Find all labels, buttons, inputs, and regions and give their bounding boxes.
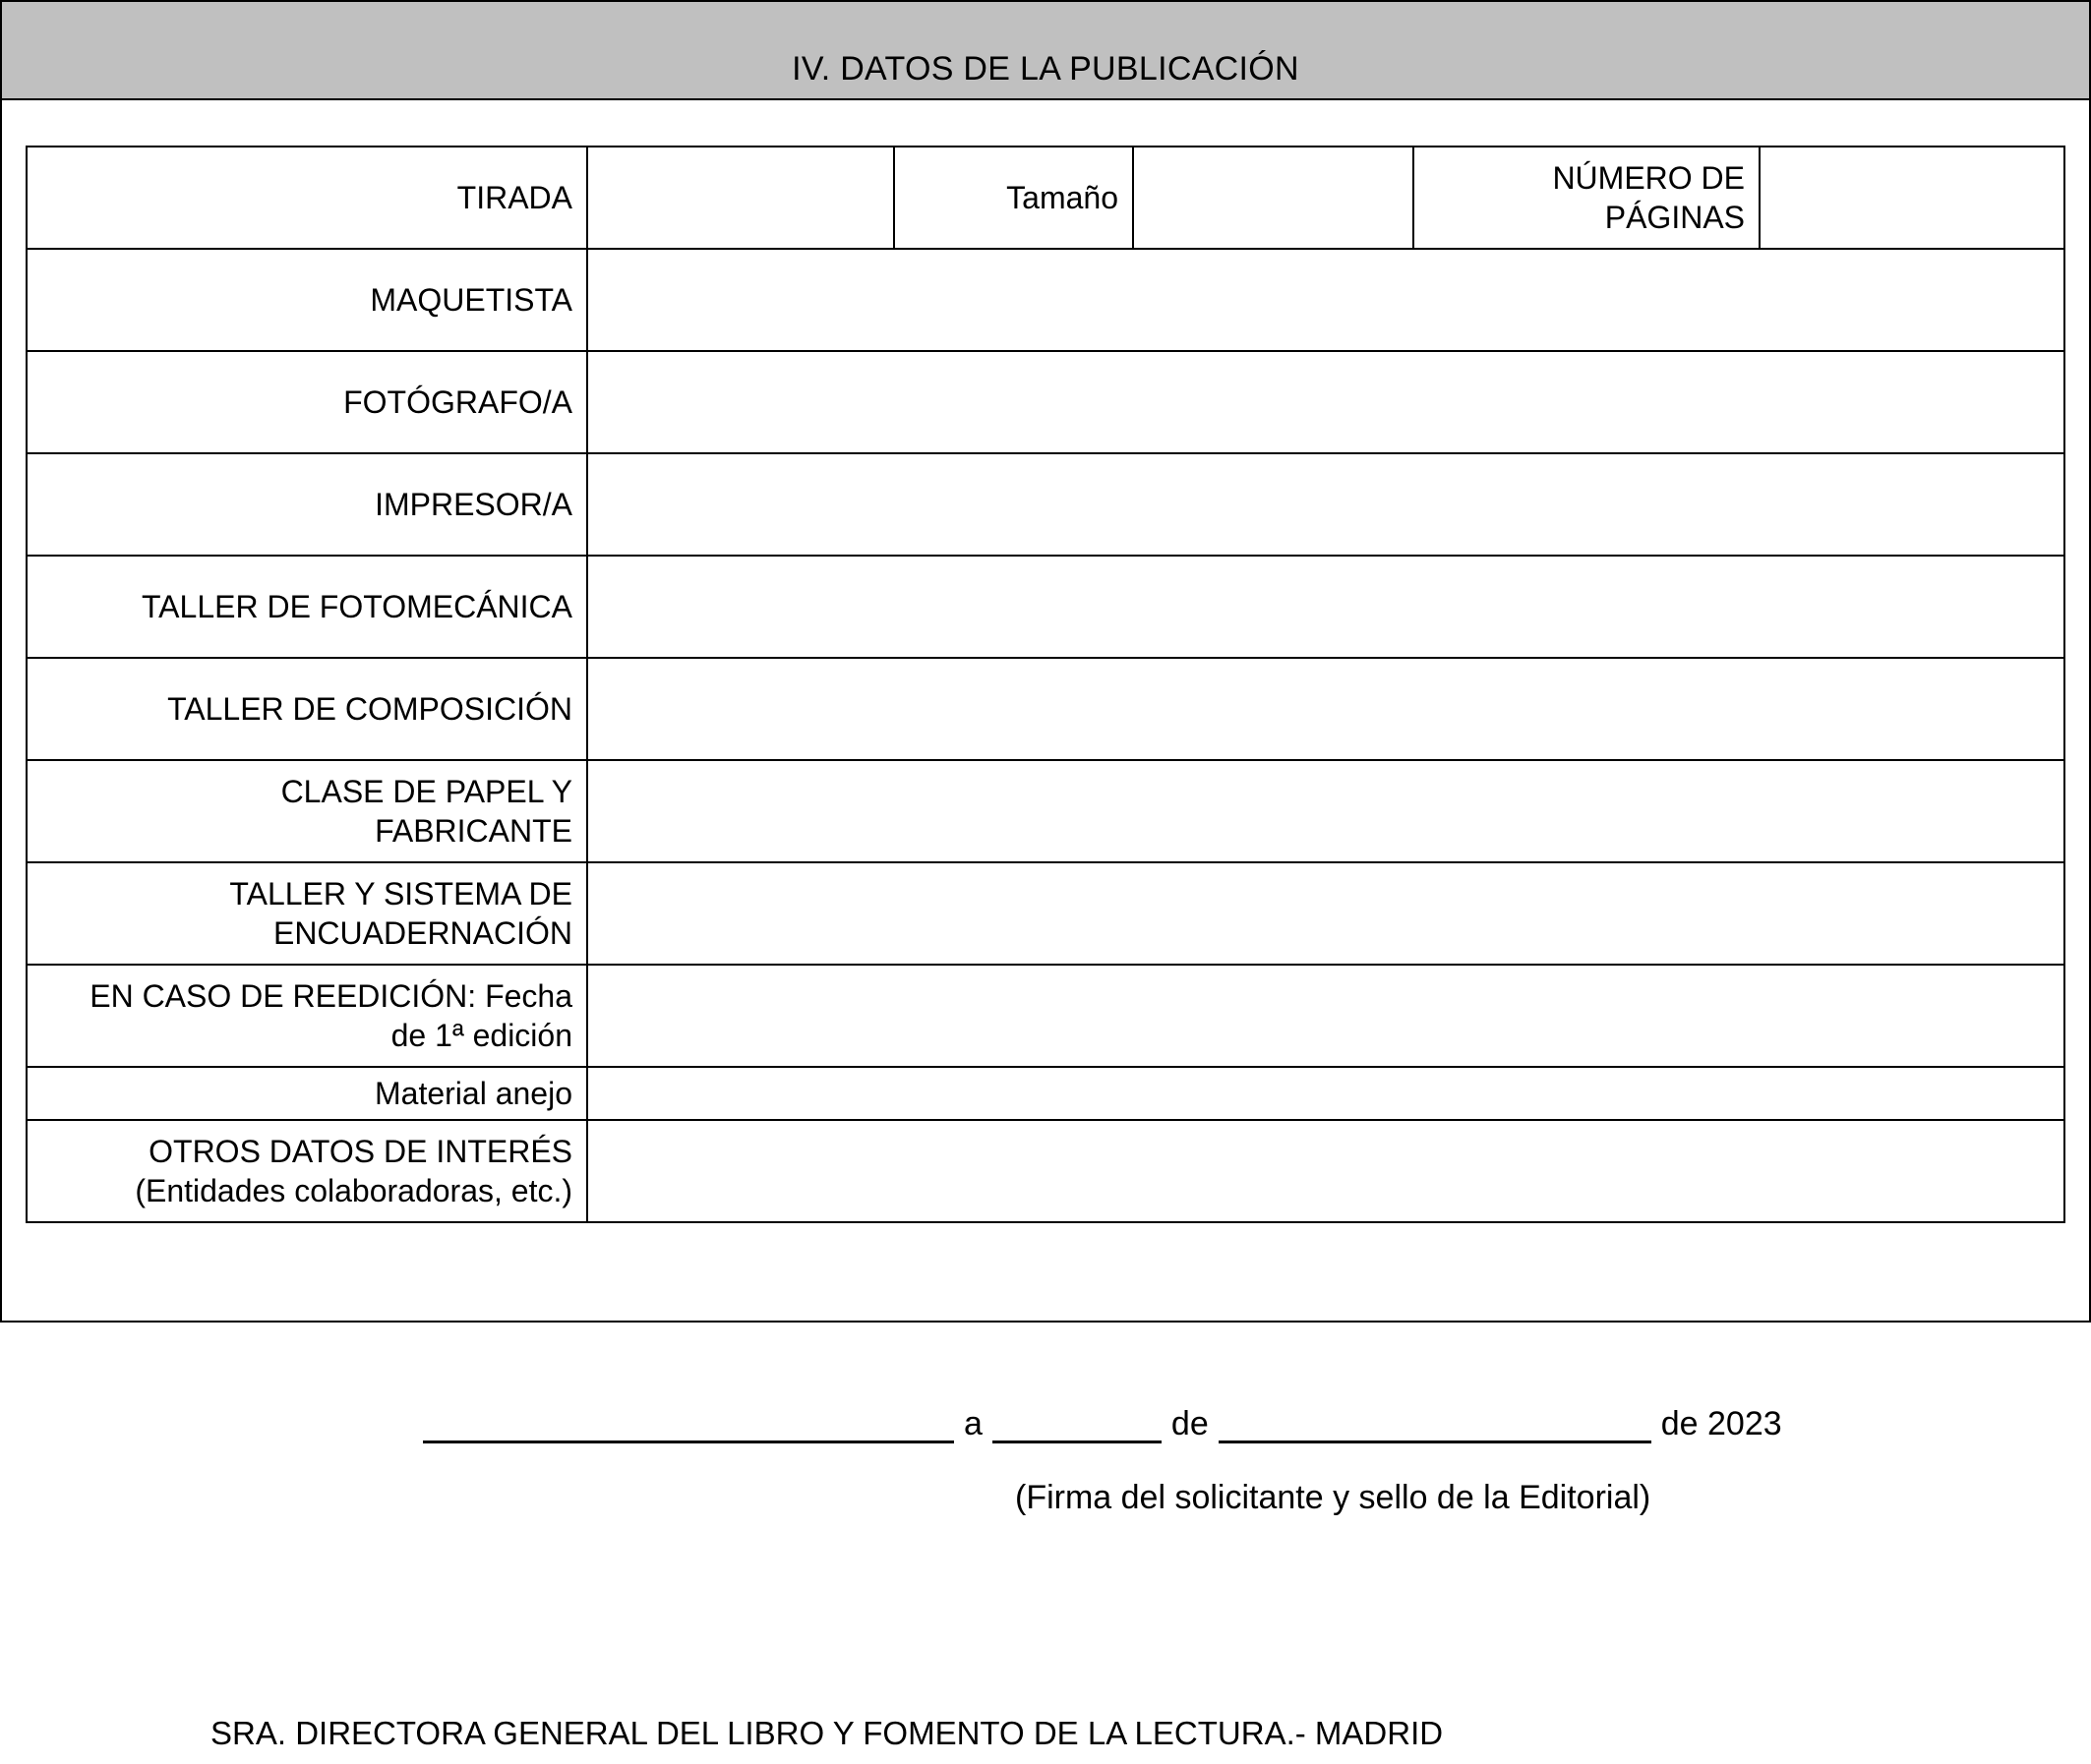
encuadernacion-field[interactable]	[588, 863, 2063, 964]
maquetista-label: MAQUETISTA	[28, 250, 588, 350]
table-row	[28, 454, 2063, 557]
connector-a: a	[964, 1405, 983, 1442]
otros-datos-label: OTROS DATOS DE INTERÉS (Entidades colaboradoras, etc.)	[28, 1121, 588, 1221]
material-anejo-field[interactable]	[588, 1068, 2063, 1119]
table-row	[28, 863, 2063, 966]
taller-fotomecanica-field[interactable]	[588, 557, 2063, 657]
table-row	[28, 1068, 2063, 1121]
table-row	[28, 352, 2063, 454]
encuadernacion-label: TALLER Y SISTEMA DE ENCUADERNACIÓN	[28, 863, 588, 964]
clase-papel-label: CLASE DE PAPEL Y FABRICANTE	[28, 761, 588, 861]
numero-paginas-field[interactable]	[1761, 147, 2063, 248]
table-row	[28, 659, 2063, 761]
signature-date-line	[423, 1394, 1782, 1443]
year-text: de 2023	[1660, 1405, 1782, 1442]
otros-datos-field[interactable]	[588, 1121, 2063, 1221]
tirada-field[interactable]	[588, 147, 895, 248]
publication-data-table	[26, 146, 2065, 1223]
connector-de: de	[1170, 1405, 1209, 1442]
fotografo-field[interactable]	[588, 352, 2063, 452]
tamano-field[interactable]	[1134, 147, 1414, 248]
numero-paginas-label: NÚMERO DE PÁGINAS	[1414, 147, 1761, 248]
taller-composicion-label: TALLER DE COMPOSICIÓN	[28, 659, 588, 759]
signature-caption: (Firma del solicitante y sello de la Editorial)	[1015, 1479, 1651, 1516]
day-field[interactable]	[992, 1403, 1162, 1443]
taller-fotomecanica-label: TALLER DE FOTOMECÁNICA	[28, 557, 588, 657]
reedicion-label: EN CASO DE REEDICIÓN: Fecha de 1ª edición	[28, 966, 588, 1066]
reedicion-field[interactable]	[588, 966, 2063, 1066]
section-title: IV. DATOS DE LA PUBLICACIÓN	[2, 2, 2089, 100]
maquetista-field[interactable]	[588, 250, 2063, 350]
place-field[interactable]	[423, 1403, 954, 1443]
tamano-label: Tamaño	[895, 147, 1134, 248]
table-row	[28, 557, 2063, 659]
impresor-field[interactable]	[588, 454, 2063, 555]
tirada-label: TIRADA	[28, 147, 588, 248]
table-row	[28, 966, 2063, 1068]
month-field[interactable]	[1219, 1403, 1651, 1443]
addressee-line: SRA. DIRECTORA GENERAL DEL LIBRO Y FOMENTO DE LA LECTURA.- MADRID	[210, 1715, 1444, 1751]
table-row	[28, 1121, 2063, 1221]
table-row-tirada	[28, 147, 2063, 250]
impresor-label: IMPRESOR/A	[28, 454, 588, 555]
taller-composicion-field[interactable]	[588, 659, 2063, 759]
table-row	[28, 250, 2063, 352]
fotografo-label: FOTÓGRAFO/A	[28, 352, 588, 452]
clase-papel-field[interactable]	[588, 761, 2063, 861]
table-row	[28, 761, 2063, 863]
material-anejo-label: Material anejo	[28, 1068, 588, 1119]
